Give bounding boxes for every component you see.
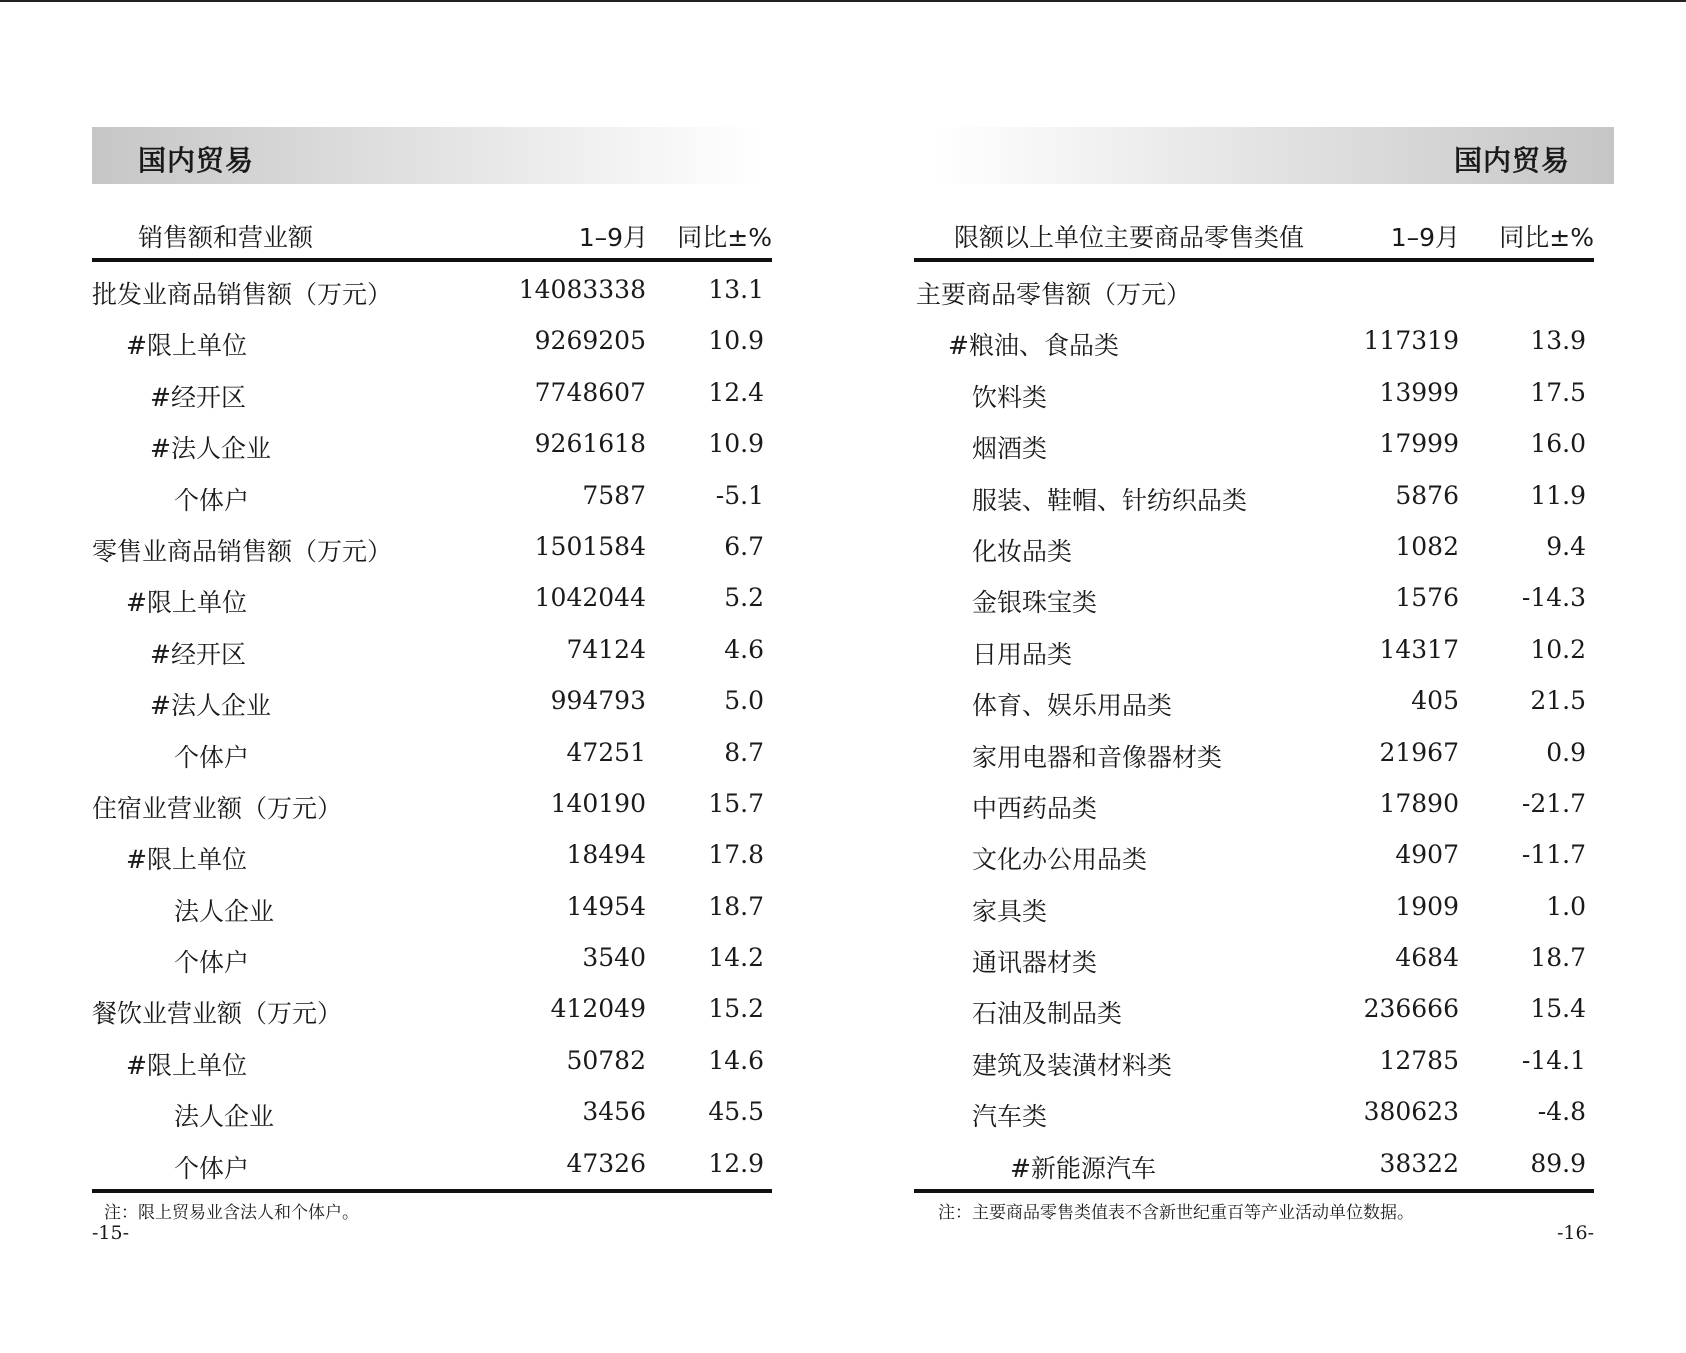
table-body: [92, 268, 772, 1193]
row-label: 金银珠宝类: [972, 588, 1098, 618]
header-period: 1–9月: [1390, 223, 1460, 252]
row-yoy: 12.9: [708, 1148, 764, 1178]
row-yoy: 13.1: [708, 275, 764, 304]
table-row: [92, 1090, 772, 1141]
section-title: 国内贸易: [138, 144, 255, 177]
table-header: [92, 212, 772, 262]
table-note: 注：主要商品零售类值表不含新世纪重百等产业活动单位数据。: [938, 1203, 1414, 1223]
section-header-band: [92, 127, 762, 184]
section-header-band: [934, 127, 1614, 184]
row-value: 3540: [582, 943, 646, 973]
row-value: 12785: [1379, 1045, 1459, 1075]
table-row: [92, 782, 772, 833]
table-row: [914, 474, 1594, 525]
table-row: [914, 833, 1594, 884]
row-label: 个体户: [174, 742, 250, 772]
table-row: [92, 576, 772, 627]
row-value: 380623: [1363, 1097, 1459, 1127]
row-yoy: 18.7: [1530, 943, 1586, 973]
row-yoy: 15.2: [708, 994, 764, 1024]
row-label: 家具类: [972, 896, 1048, 926]
table-body: [914, 268, 1594, 1193]
row-yoy: 8.7: [724, 737, 764, 767]
table-row: [914, 782, 1594, 833]
row-yoy: 10.9: [708, 326, 764, 356]
row-yoy: 45.5: [708, 1097, 764, 1127]
row-value: 14317: [1379, 634, 1459, 664]
row-value: 1082: [1395, 531, 1459, 561]
row-value: 405: [1411, 686, 1459, 716]
row-yoy: -21.7: [1521, 788, 1586, 818]
row-value: 17890: [1379, 788, 1459, 818]
row-label: #限上单位: [126, 845, 247, 875]
row-yoy: 0.9: [1546, 737, 1586, 767]
header-yoy: 同比±%: [1499, 223, 1594, 252]
table-bottom-rule: [92, 1189, 772, 1193]
row-label: 个体户: [174, 948, 250, 978]
table-row: [92, 268, 772, 319]
row-yoy: 1.0: [1546, 891, 1586, 921]
header-yoy: 同比±%: [677, 223, 772, 252]
table-row: [92, 885, 772, 936]
row-yoy: 16.0: [1530, 429, 1586, 459]
header-period: 1–9月: [578, 223, 648, 252]
row-label: 石油及制品类: [972, 999, 1123, 1029]
row-yoy: 4.6: [724, 634, 764, 664]
table-row: [92, 422, 772, 473]
table-row: [914, 319, 1594, 370]
table-row: [914, 936, 1594, 987]
row-label: 通讯器材类: [972, 948, 1098, 978]
row-value: 7748607: [534, 377, 646, 407]
table-row: [92, 936, 772, 987]
row-yoy: 21.5: [1530, 686, 1586, 716]
row-yoy: 10.9: [708, 429, 764, 459]
table-row: [92, 525, 772, 576]
row-value: 50782: [566, 1045, 646, 1075]
table-row: [92, 474, 772, 525]
row-label: #限上单位: [126, 331, 247, 361]
table-row: [914, 885, 1594, 936]
table-row: [914, 1090, 1594, 1141]
row-yoy: 14.6: [708, 1045, 764, 1075]
row-value: 236666: [1363, 994, 1459, 1024]
table-row: [914, 1142, 1594, 1193]
row-yoy: 5.0: [724, 686, 764, 716]
row-yoy: -5.1: [715, 480, 764, 510]
row-value: 140190: [550, 788, 646, 818]
table-row: [92, 833, 772, 884]
row-label: #粮油、食品类: [948, 331, 1119, 361]
row-value: 4684: [1395, 943, 1459, 973]
row-value: 47251: [566, 737, 646, 767]
table-row: [92, 371, 772, 422]
top-border: [0, 0, 1686, 2]
row-value: 9261618: [534, 429, 646, 459]
table-row: [92, 1039, 772, 1090]
table-row: [914, 731, 1594, 782]
row-value: 7587: [582, 480, 646, 510]
row-yoy: 5.2: [724, 583, 764, 613]
row-label: 法人企业: [174, 1102, 275, 1132]
row-label: 零售业商品销售额（万元）: [92, 536, 393, 566]
table-row: [92, 319, 772, 370]
row-yoy: 6.7: [724, 531, 764, 561]
table-bottom-rule: [914, 1189, 1594, 1193]
row-yoy: 89.9: [1530, 1148, 1586, 1178]
row-label: 烟酒类: [972, 434, 1048, 464]
row-value: 1909: [1395, 891, 1459, 921]
table-row: [92, 731, 772, 782]
row-label: #法人企业: [150, 434, 271, 464]
table-row: [914, 628, 1594, 679]
table-row: [914, 371, 1594, 422]
table-row: [92, 1142, 772, 1193]
row-value: 14954: [566, 891, 646, 921]
section-title: 国内贸易: [1453, 144, 1570, 177]
row-label: 个体户: [174, 1153, 250, 1183]
row-yoy: 17.5: [1530, 377, 1586, 407]
row-value: 17999: [1379, 429, 1459, 459]
row-yoy: 9.4: [1546, 531, 1586, 561]
row-label: 中西药品类: [972, 793, 1098, 823]
row-yoy: 15.7: [708, 788, 764, 818]
table-row: [914, 525, 1594, 576]
row-value: 14083338: [518, 275, 646, 304]
row-value: 412049: [550, 994, 646, 1024]
row-label: 日用品类: [972, 639, 1073, 669]
row-value: 3456: [582, 1097, 646, 1127]
row-label: #法人企业: [150, 691, 271, 721]
table-row: [92, 628, 772, 679]
header-category: 限额以上单位主要商品零售类值: [954, 223, 1305, 252]
row-value: 1042044: [534, 583, 646, 613]
row-yoy: 14.2: [708, 943, 764, 973]
row-label: #限上单位: [126, 588, 247, 618]
table-note: 注：限上贸易业含法人和个体户。: [104, 1203, 359, 1223]
row-label: 服装、鞋帽、针纺织品类: [972, 485, 1248, 515]
row-label: 批发业商品销售额（万元）: [92, 280, 393, 309]
row-value: 117319: [1363, 326, 1459, 356]
table-header: [914, 212, 1594, 262]
row-yoy: -14.3: [1521, 583, 1586, 613]
row-label: 体育、娱乐用品类: [972, 691, 1173, 721]
row-label: #经开区: [150, 639, 246, 669]
row-yoy: 17.8: [708, 840, 764, 870]
row-label: 化妆品类: [972, 536, 1073, 566]
row-label: #新能源汽车: [1010, 1153, 1156, 1183]
row-label: 家用电器和音像器材类: [972, 742, 1223, 772]
row-label: 建筑及装潢材料类: [972, 1050, 1173, 1080]
row-yoy: -14.1: [1521, 1045, 1586, 1075]
row-yoy: 13.9: [1530, 326, 1586, 356]
row-label: 住宿业营业额（万元）: [92, 793, 343, 823]
header-category: 销售额和营业额: [138, 223, 314, 252]
row-yoy: 18.7: [708, 891, 764, 921]
table-row: [92, 679, 772, 730]
row-label: 汽车类: [972, 1102, 1048, 1132]
row-value: 1501584: [534, 531, 646, 561]
row-value: 9269205: [534, 326, 646, 356]
table-row: [914, 679, 1594, 730]
row-value: 38322: [1379, 1148, 1459, 1178]
table-row: [914, 1039, 1594, 1090]
row-label: 主要商品零售额（万元）: [916, 280, 1192, 309]
row-yoy: 12.4: [708, 377, 764, 407]
table-row: [914, 576, 1594, 627]
row-label: 法人企业: [174, 896, 275, 926]
row-yoy: 10.2: [1530, 634, 1586, 664]
table-row: [914, 987, 1594, 1038]
row-label: #限上单位: [126, 1050, 247, 1080]
page-number: -15-: [92, 1222, 130, 1244]
row-value: 4907: [1395, 840, 1459, 870]
row-value: 13999: [1379, 377, 1459, 407]
row-yoy: -4.8: [1537, 1097, 1586, 1127]
row-value: 21967: [1379, 737, 1459, 767]
row-value: 994793: [550, 686, 646, 716]
page-number: -16-: [1556, 1222, 1594, 1244]
row-value: 1576: [1395, 583, 1459, 613]
table-row: [914, 422, 1594, 473]
row-yoy: -11.7: [1521, 840, 1586, 870]
row-label: 个体户: [174, 485, 250, 515]
row-value: 18494: [566, 840, 646, 870]
row-value: 74124: [566, 634, 646, 664]
row-label: 饮料类: [972, 382, 1048, 412]
row-value: 5876: [1395, 480, 1459, 510]
row-value: 47326: [566, 1148, 646, 1178]
row-yoy: 11.9: [1530, 480, 1586, 510]
row-label: #经开区: [150, 382, 246, 412]
row-label: 文化办公用品类: [972, 845, 1148, 875]
row-label: 餐饮业营业额（万元）: [92, 999, 343, 1029]
row-yoy: 15.4: [1530, 994, 1586, 1024]
table-row: [914, 268, 1594, 319]
table-row: [92, 987, 772, 1038]
